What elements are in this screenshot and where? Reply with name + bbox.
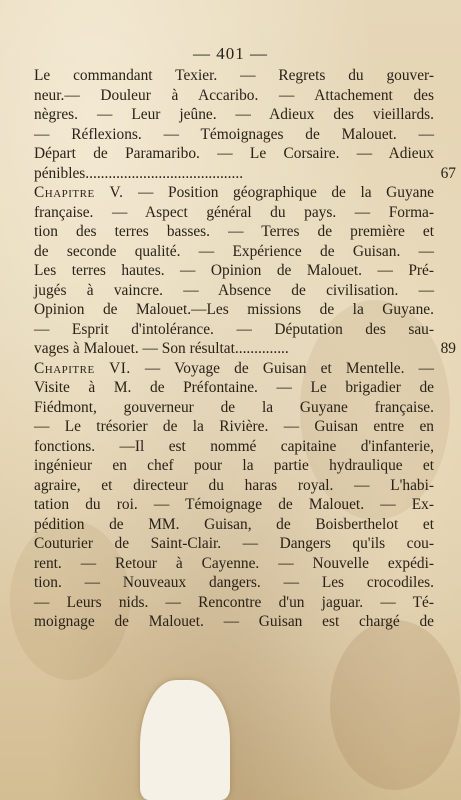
toc-line [34,554,434,574]
table-of-contents [34,66,456,632]
toc-page-number: 67 [440,164,456,182]
toc-text: ingénieur en chef pour la partie hydraulique et [34,457,434,474]
toc-text: Visite à M. de Préfontaine. — Le brigadier de [34,379,434,396]
toc-line [34,573,434,593]
toc-text: — Réflexions. — Témoignages de Malouet. — [34,125,434,143]
chapter-label: Chapitre VI. [34,359,131,377]
toc-line [34,86,434,106]
toc-text: — Position géographique de la Guyane [123,184,434,201]
torn-paper-area [140,680,230,800]
toc-text: tion. — Nouveaux dangers. — Les crocodiles. [34,574,434,591]
toc-text: — Voyage de Guisan et Mentelle. — [130,359,434,377]
toc-text: Opinion de Malouet.—Les missions de la Guyane. [34,301,434,318]
toc-text: Fiédmont, gouverneur de la Guyane française. [34,398,434,416]
toc-line [34,300,434,320]
toc-line [34,398,434,418]
toc-text: tion des terres basses. — Terres de première et [34,223,434,240]
toc-line [34,378,434,398]
toc-line [34,359,434,379]
toc-line [34,593,434,613]
toc-text: française. — Aspect général du pays. — Forma- [34,203,434,221]
toc-line [34,534,434,554]
toc-text: pénibles......................................... [34,164,244,182]
toc-text: — Le trésorier de la Rivière. — Guisan entre en [34,418,434,435]
toc-line [34,242,434,262]
toc-line [34,164,456,184]
toc-text: Le commandant Texier. — Regrets du gouver- [34,67,434,84]
toc-text: tation du roi. — Témoignage de Malouet. — Ex- [34,496,434,513]
toc-line [34,203,434,223]
toc-line [34,495,434,515]
toc-line [34,339,456,359]
toc-text: neur.— Douleur à Accaribo. — Attachement des [34,86,434,104]
toc-line [34,476,434,496]
toc-line [34,105,434,125]
toc-line [34,125,434,145]
toc-text: Les terres hautes. — Opinion de Malouet. — Pré- [34,262,434,279]
toc-line [34,183,434,203]
toc-text: — Esprit d'intolérance. — Députation des sau- [34,320,434,338]
toc-text: pédition de MM. Guisan, de Boisberthelot et [34,515,434,533]
toc-line [34,66,434,86]
toc-line [34,320,434,340]
toc-line [34,612,434,632]
toc-text: — Leurs nids. — Rencontre d'un jaguar. — Té- [34,593,434,611]
toc-line [34,222,434,242]
paper-stain [330,620,460,790]
toc-text: Couturier de Saint-Clair. — Dangers qu'ils cou- [34,535,434,552]
toc-text: vages à Malouet. — Son résultat.............. [34,340,289,357]
toc-line [34,261,434,281]
toc-line [34,144,434,164]
toc-line [34,281,434,301]
toc-line [34,437,434,457]
toc-line [34,417,434,437]
toc-text: Départ de Paramaribo. — Le Corsaire. — Adieux [34,145,434,162]
toc-text: moignage de Malouet. — Guisan est chargé de [34,613,434,630]
toc-text: rent. — Retour à Cayenne. — Nouvelle expédi- [34,554,434,572]
page-number: — 401 — [193,44,268,63]
chapter-label: Chapitre V. [34,184,124,201]
toc-text: fonctions. —Il est nommé capitaine d'infanterie, [34,437,434,455]
toc-text: de seconde qualité. — Expérience de Guisan. — [34,242,434,260]
toc-line [34,515,434,535]
toc-page-number: 89 [440,340,456,357]
toc-text: agraire, et directeur du haras royal. — L'habi- [34,476,434,494]
toc-text: jugés à vaincre. — Absence de civilisation. — [34,281,434,299]
toc-text: nègres. — Leur jeûne. — Adieux des vieillards. [34,106,434,123]
toc-line [34,456,434,476]
